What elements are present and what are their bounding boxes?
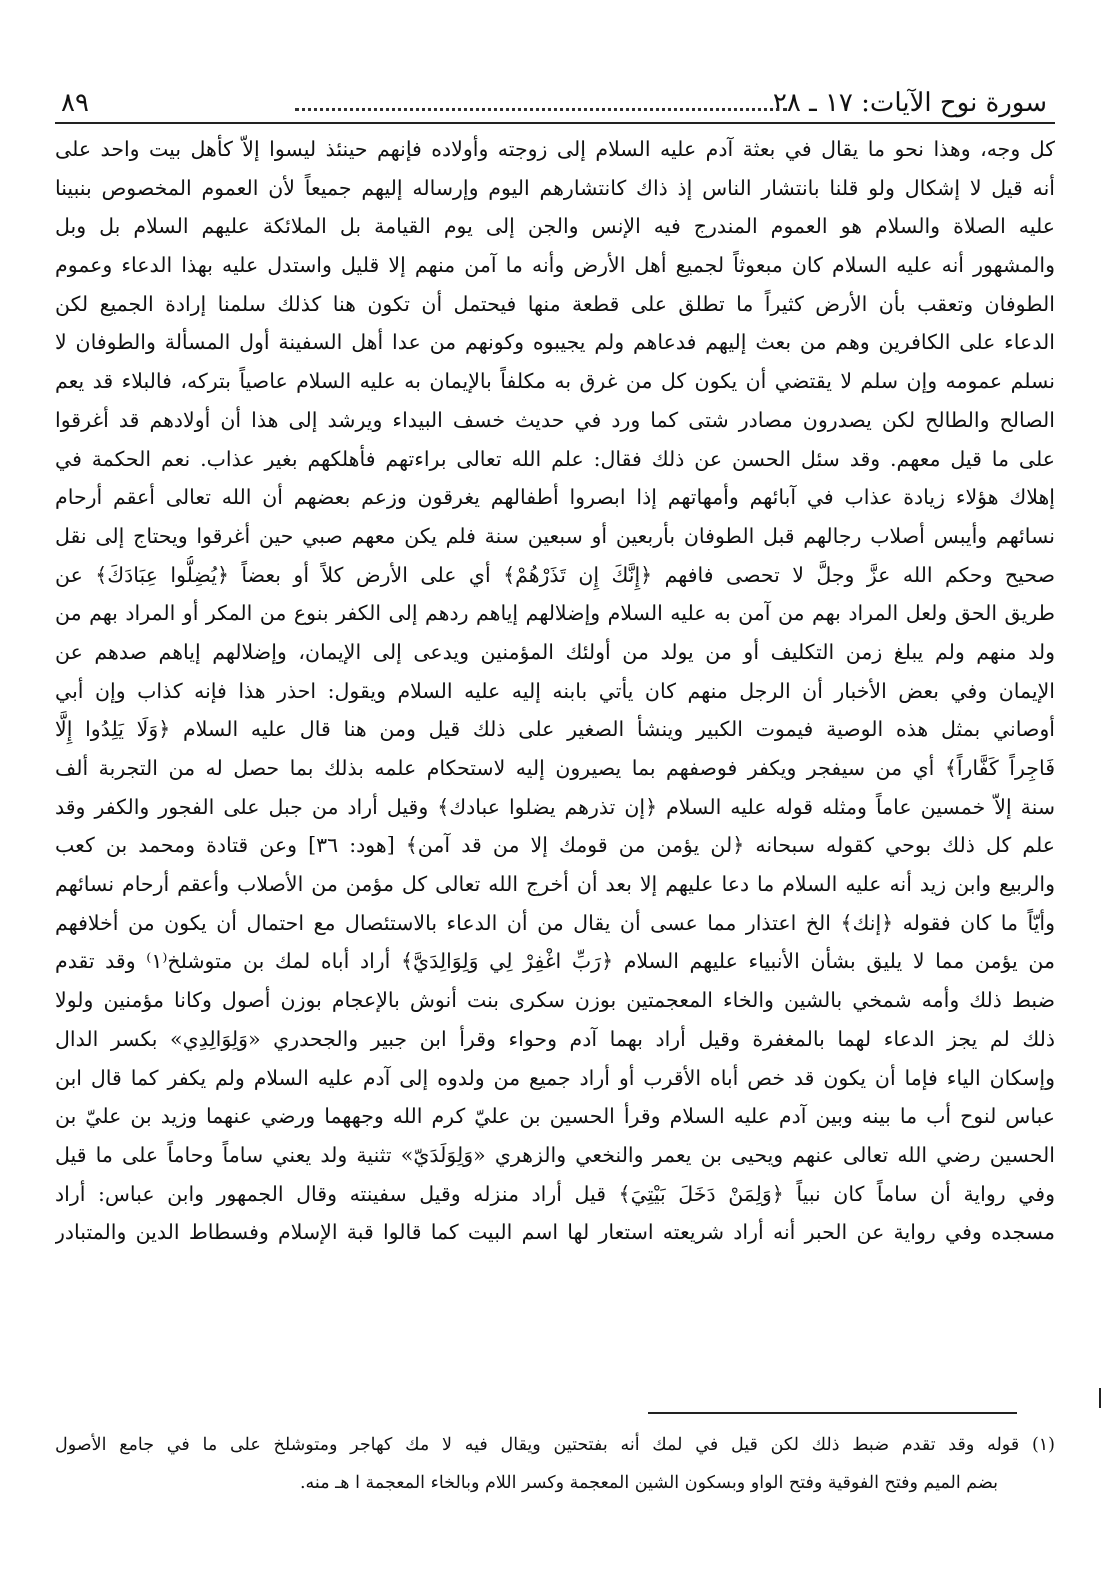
text-line: والربيع وابن زيد أنه عليه السلام ما دعا عليهم إلا بعد أن أخرج الله تعالى كل مؤمن من الأصلاب وأعقم أرحام نسائهم — [55, 872, 1055, 897]
text-line: الدعاء على الكافرين وهم من بعث إليهم فدعاهم ولم يجيبوه وكونهم من عدا أهل السفينة أول المسألة والطوفان لا — [55, 330, 1055, 355]
text-line: إهلاك هؤلاء زيادة عذاب في آبائهم وأمهاتهم إذا ابصروا أطفالهم يغرقون وزعم بعضهم أن الله تعالى أعقم أرحام — [55, 485, 1055, 510]
book-page — [55, 82, 1055, 1252]
text-line: فَاجِراً كَفَّاراً﴾ أي من سيفجر ويكفر فوصفهم بما يصيرون إليه لاستحكام علمه بذلك بما حصل له من التجربة ألف — [55, 756, 1055, 780]
text-line: عباس لنوح أب ما بينه وبين آدم عليه السلام وقرأ الحسين بن عليّ كرم الله وجههما ورضي عنهما وزيد بن عليّ بن — [55, 1104, 1055, 1129]
margin-mark — [1099, 1388, 1101, 1408]
text-line: الإيمان وفي بعض الأخبار أن الرجل منهم كان يأتي بابنه إليه عليه السلام ويقول: احذر هذا فإنه كذاب وإن أبي — [55, 678, 1055, 703]
footnote-line: بضم الميم وفتح الفوقية وفتح الواو وبسكون الشين المعجمة وكسر اللام وبالخاء المعجمة ا هـ منه. — [299, 1473, 998, 1493]
text-line: على ما قيل معهم. وقد سئل الحسن عن ذلك فقال: علم الله تعالى براءتهم فأهلكهم بغير عذاب. نعم الحكمة في — [55, 446, 1055, 471]
text-line: وإسكان الياء فإما أن يكون قد خص أباه الأقرب أو أراد جميع من ولدوه إلى آدم عليه السلام ولم يكفر كما قال ابن — [55, 1065, 1055, 1090]
text-line: وأيّاً ما كان فقوله ﴿إنك﴾ الخ اعتذار مما عسى أن يقال من أن الدعاء بالاستئصال مع احتمال أن يكون من أخلافهم — [55, 910, 1055, 935]
text-line: الصالح والطالح لكن يصدرون مصادر شتى كما ورد في حديث خسف البيداء ويرشد إلى هذا أن أولادهم قد أغرقوا — [55, 407, 1055, 432]
text-line: علم كل ذلك بوحي كقوله سبحانه ﴿لن يؤمن من قومك إلا من قد آمن﴾ [هود: ٣٦] وعن قتادة ومحمد بن كعب — [55, 833, 1055, 858]
text-line: سنة إلاّ خمسين عاماً ومثله قوله عليه السلام ﴿إن تذرهم يضلوا عبادك﴾ وقيل أراد من جبل على الفجور والكفر وقد — [55, 794, 1055, 819]
page-number: ٨٩ — [61, 88, 89, 118]
text-line: نسلم عمومه وإن سلم لا يقتضي أن يكون كل من غرق به مكلفاً بالإيمان به عليه السلام عاصياً بتركه، فالبلاء قد يعم — [55, 369, 1055, 394]
text-line: نسائهم وأيبس أصلاب رجالهم قبل الطوفان بأربعين أو سبعين سنة فلم يكن معهم صبي حين أغرقوا ويحتاج إلى نقل — [55, 523, 1055, 548]
main-text — [55, 130, 1055, 1252]
text-line: أوصاني بمثل هذه الوصية فيموت الكبير وينشأ الصغير على ذلك قيل ومن هنا قال عليه السلام ﴿وَلَا يَلِدُوا إِلَّا — [55, 717, 1055, 742]
page-header — [55, 82, 1055, 124]
text-line: ذلك لم يجز الدعاء لهما بالمغفرة وقيل أراد بهما آدم وحواء وقرأ ابن جبير والجحدري «وَلِوَالِدِي» بكسر الدال — [55, 1026, 1055, 1051]
footnote-line: (١) قوله وقد تقدم ضبط ذلك لكن قيل في لمك أنه بفتحتين ويقال فيه لا مك كهاجر ومتوشلخ على ما في جامع الأصول — [55, 1435, 1055, 1455]
text-line: أنه قيل لا إشكال ولو قلنا بانتشار الناس إذ ذاك كانتشارهم اليوم وإرساله إليهم جميعاً لأن العموم المخصوص بنبينا — [55, 175, 1055, 200]
text-line: مسجده وفي رواية عن الحبر أنه أراد شريعته استعار لها اسم البيت كما قالوا قبة الإسلام وفسطاط الدين والمتبادر — [55, 1220, 1055, 1245]
footnote-separator — [648, 1412, 1017, 1414]
header-leader-dots — [295, 108, 787, 111]
running-title: سورة نوح الآيات: ١٧ ـ ٢٨ — [772, 88, 1047, 118]
text-line: عليه الصلاة والسلام هو العموم المندرج فيه الإنس والجن إلى يوم القيامة بل الملائكة عليهم السلام بل وبل — [55, 214, 1055, 239]
footnotes — [55, 1426, 1055, 1502]
text-line: ضبط ذلك وأمه شمخي بالشين والخاء المعجمتين بوزن سكرى بنت أنوش بالإعجام بوزن أصول وكانا مؤمنين ولولا — [55, 988, 1055, 1013]
text-line: صحيح وحكم الله عزَّ وجلَّ لا تحصى فافهم ﴿إِنَّكَ إِن تَذَرْهُمْ﴾ أي على الأرض كلاً أو بعضاً ﴿يُضِلُّوا عِبَادَكَ﴾ عن — [55, 562, 1055, 587]
text-line: من يؤمن مما لا يليق بشأن الأنبياء عليهم السلام ﴿رَبِّ اغْفِرْ لِي وَلِوَالِدَيَّ﴾ أراد أباه لمك بن متوشلخ⁽١⁾ وقد تقدم — [55, 949, 1055, 974]
text-line: الحسين رضي الله تعالى عنهم ويحيى بن يعمر والنخعي والزهري «وَلِوَلَدَيّ» تثنية ولد يعني ساماً وحاماً على ما قيل — [55, 1142, 1055, 1167]
text-line: طريق الحق ولعل المراد بهم من آمن به عليه السلام وإضلالهم إياهم ردهم إلى الكفر بنوع من المكر أو المراد بهم من — [55, 601, 1055, 626]
text-line: ولد منهم ولم يبلغ زمن التكليف أو من يولد من أولئك المؤمنين ويدعى إلى الإيمان، وإضلالهم إياهم صدهم عن — [55, 639, 1055, 664]
text-line: وفي رواية أن ساماً كان نبياً ﴿وَلِمَنْ دَخَلَ بَيْتِيَ﴾ قيل أراد منزله وقيل سفينته وقال الجمهور وابن عباس: أراد — [55, 1181, 1055, 1206]
text-line: الطوفان وتعقب بأن الأرض كثيراً ما تطلق على قطعة منها فيحتمل أن تكون هنا كذلك سلمنا إرادة الجميع لكن — [55, 291, 1055, 316]
text-line: والمشهور أنه عليه السلام كان مبعوثاً لجميع أهل الأرض وأنه ما آمن منهم إلا قليل واستدل عليه بهذا الدعاء وعموم — [55, 253, 1055, 278]
text-line: كل وجه، وهذا نحو ما يقال في بعثة آدم عليه السلام إلى زوجته وأولاده فإنهم حينئذ ليسوا إلاّ كأهل بيت واحد على — [55, 137, 1055, 161]
